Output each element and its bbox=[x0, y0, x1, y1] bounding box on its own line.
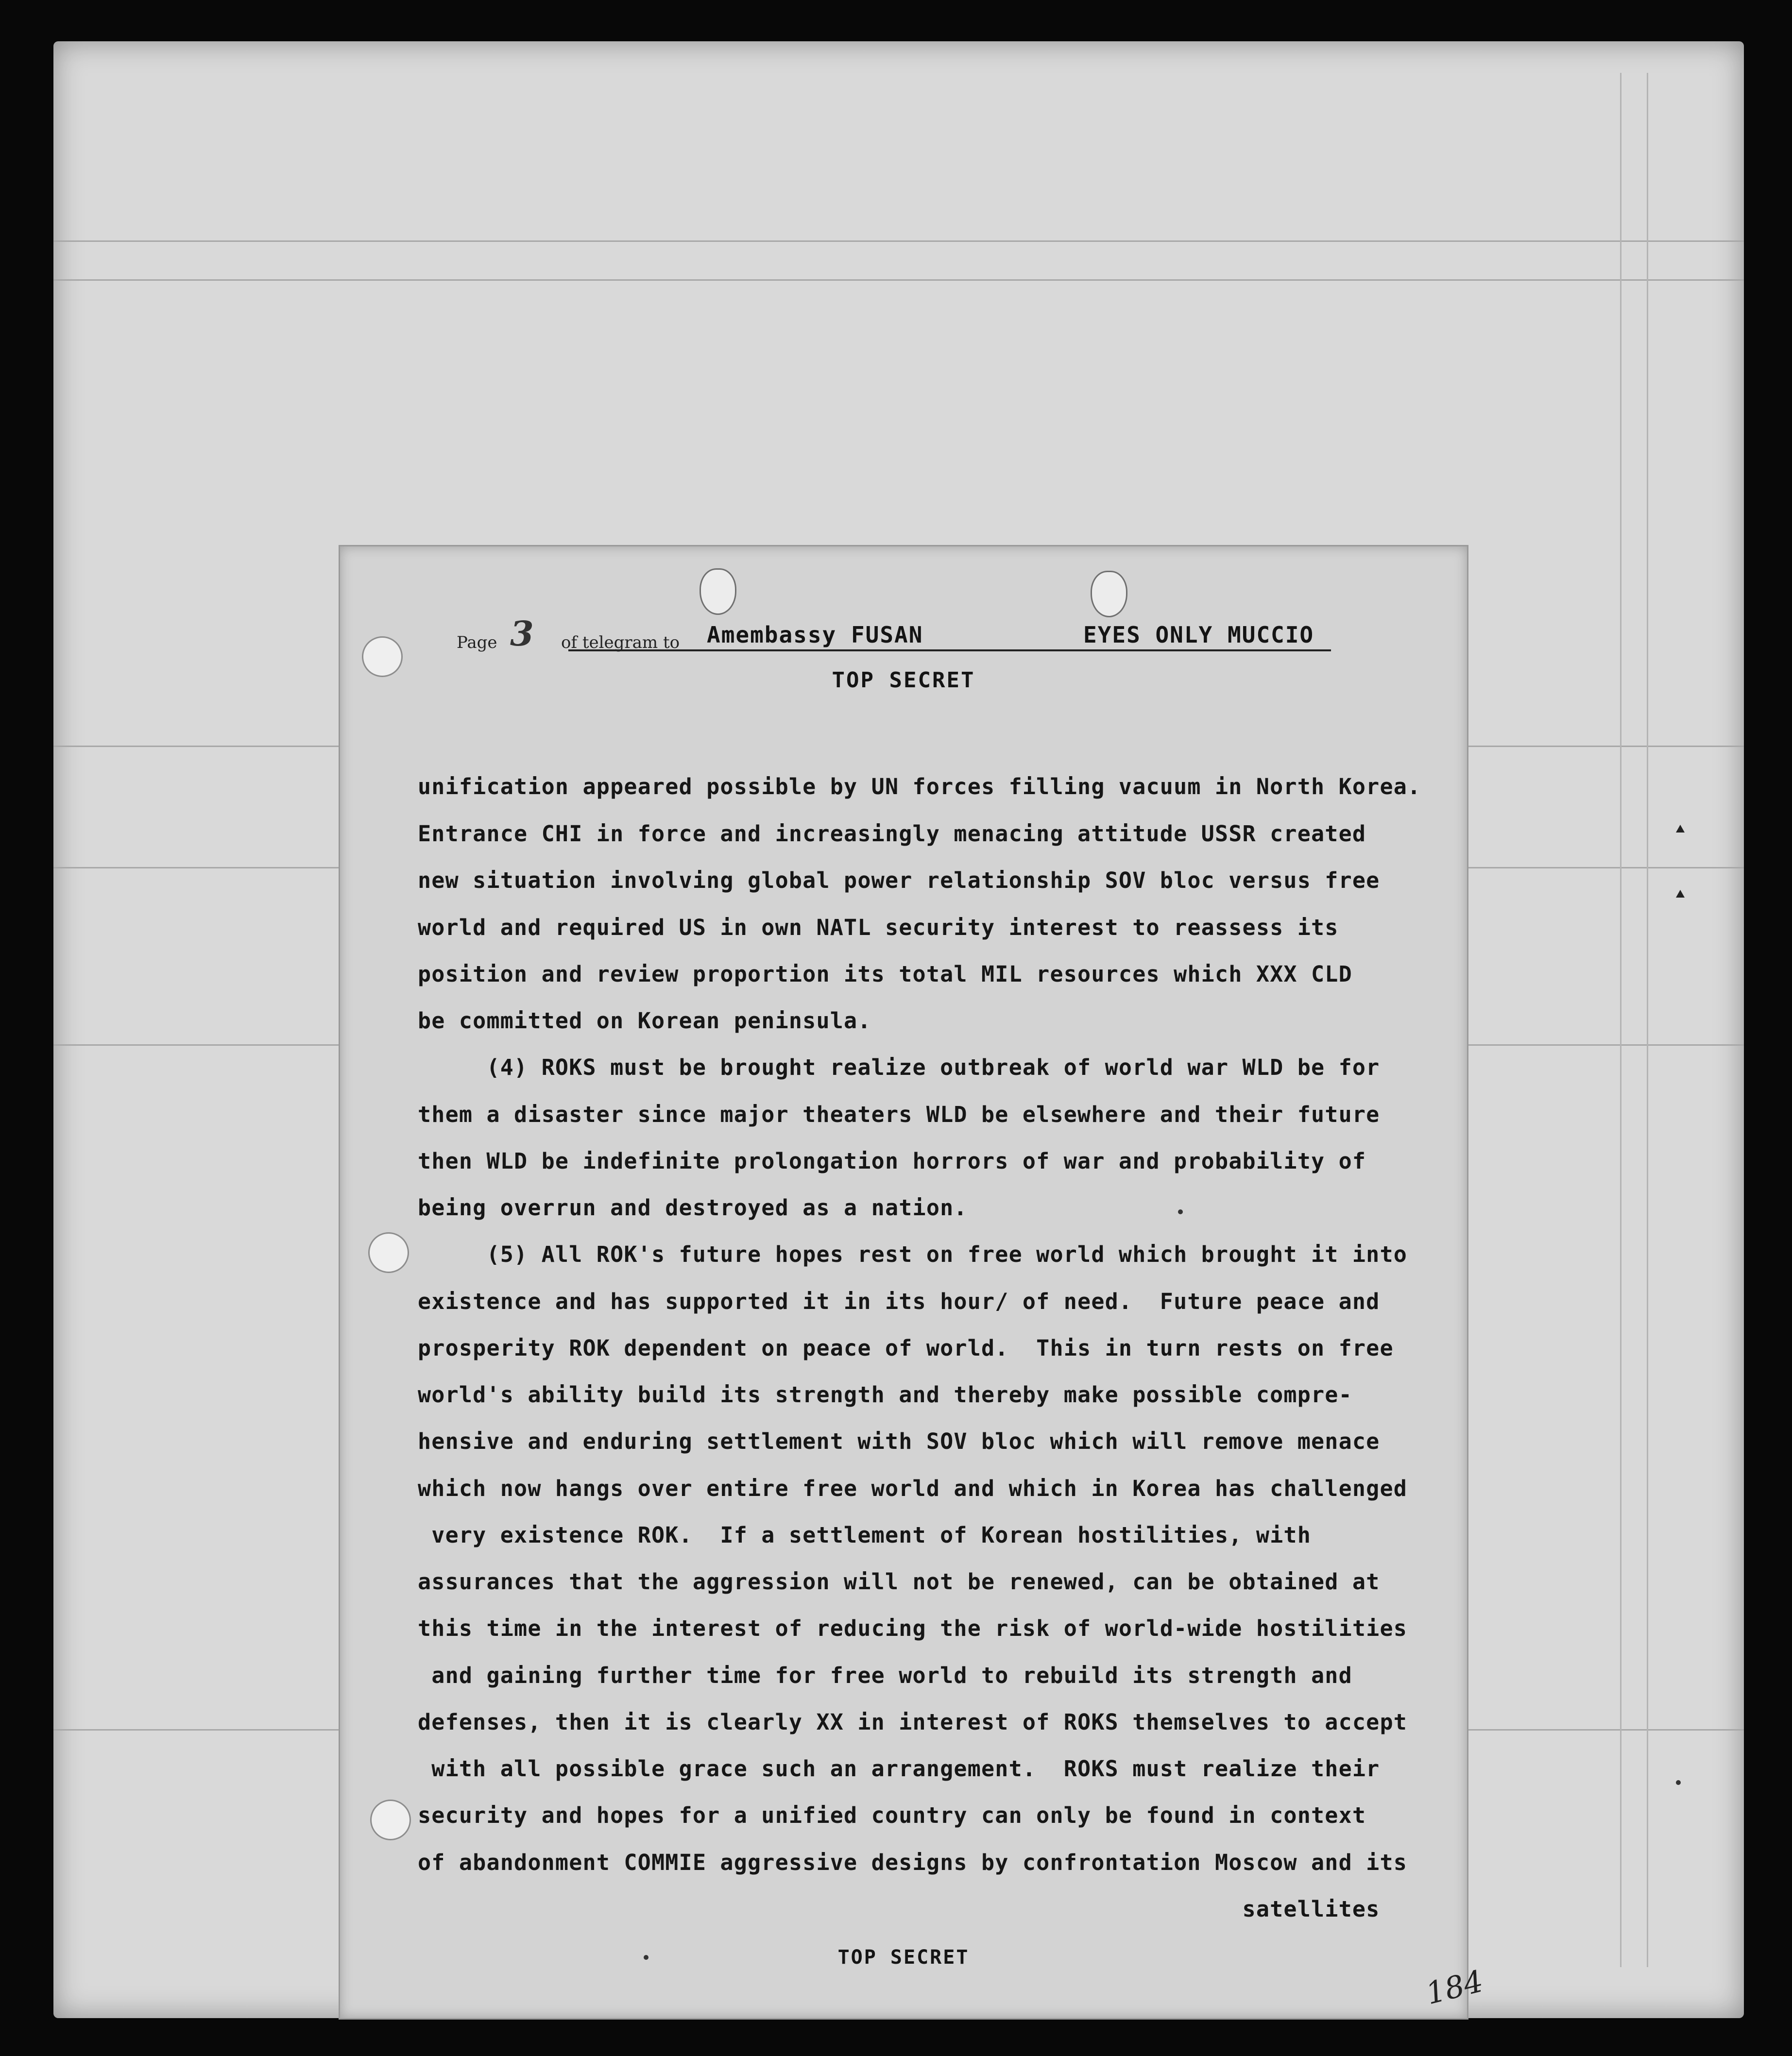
body-line: being overrun and destroyed as a nation. bbox=[418, 1195, 968, 1221]
body-line: them a disaster since major theaters WLD be elsewhere and their future bbox=[418, 1102, 1380, 1127]
body-line: new situation involving global power relationship SOV bloc versus free bbox=[418, 867, 1380, 893]
body-line: assurances that the aggression will not be renewed, can be obtained at bbox=[418, 1569, 1380, 1595]
body-line: of abandonment COMMIE aggressive designs by confrontation Moscow and its bbox=[418, 1850, 1408, 1875]
speck bbox=[1178, 1209, 1183, 1214]
ruled-line-vertical bbox=[1620, 73, 1621, 1967]
body-line: be committed on Korean peninsula. bbox=[418, 1008, 871, 1034]
body-line: hensive and enduring settlement with SOV bloc which will remove menace bbox=[418, 1428, 1380, 1454]
ruled-line bbox=[53, 240, 1744, 242]
body-line: Entrance CHI in force and increasingly menacing attitude USSR created bbox=[418, 821, 1366, 847]
header-underline bbox=[568, 649, 1331, 651]
body-line: world and required US in own NATL security interest to reassess its bbox=[418, 915, 1339, 940]
distribution-caveat: EYES ONLY MUCCIO bbox=[1083, 622, 1314, 648]
classification-top: TOP SECRET bbox=[832, 668, 975, 693]
body-line: defenses, then it is clearly XX in interest of ROKS themselves to accept bbox=[418, 1709, 1408, 1735]
body-line: existence and has supported it in its hour/ of need. Future peace and bbox=[418, 1289, 1380, 1314]
body-line: (5) All ROK's future hopes rest on free world which brought it into bbox=[418, 1241, 1408, 1267]
body-line: with all possible grace such an arrangement. ROKS must realize their bbox=[418, 1756, 1380, 1782]
punch-hole-middle bbox=[368, 1232, 409, 1273]
telegram-to-label: of telegram to bbox=[561, 633, 680, 652]
body-line: then WLD be indefinite prolongation horrors of war and probability of bbox=[418, 1148, 1366, 1174]
body-line: this time in the interest of reducing the risk of world-wide hostilities bbox=[418, 1615, 1408, 1641]
body-line: position and review proportion its total MIL resources which XXX CLD bbox=[418, 961, 1352, 987]
body-line: prosperity ROK dependent on peace of world. This in turn rests on free bbox=[418, 1335, 1394, 1361]
body-line: satellites bbox=[418, 1896, 1380, 1922]
body-line: world's ability build its strength and thereby make possible compre- bbox=[418, 1382, 1352, 1408]
handwritten-folio-number: 184 bbox=[1422, 1963, 1487, 2012]
recipient: Amembassy FUSAN bbox=[707, 622, 923, 648]
speck bbox=[644, 1955, 649, 1960]
ruled-line bbox=[53, 279, 1744, 281]
binding-tear-right bbox=[1091, 571, 1127, 617]
ruled-line-vertical bbox=[1647, 73, 1648, 1967]
body-line: which now hangs over entire free world and which in Korea has challenged bbox=[418, 1476, 1408, 1501]
punch-hole-bottom bbox=[370, 1800, 411, 1840]
classification-bottom: TOP SECRET bbox=[837, 1946, 970, 1969]
speck bbox=[1676, 1780, 1681, 1785]
page-number: 3 bbox=[510, 613, 534, 654]
body-line: security and hopes for a unified country can only be found in context bbox=[418, 1802, 1366, 1828]
body-line: and gaining further time for free world to rebuild its strength and bbox=[418, 1663, 1352, 1688]
page-label: Page bbox=[457, 633, 497, 652]
binding-tear-left bbox=[700, 568, 736, 615]
edge-marker bbox=[1676, 825, 1685, 833]
body-line: very existence ROK. If a settlement of Korean hostilities, with bbox=[418, 1522, 1311, 1548]
edge-marker bbox=[1676, 890, 1685, 898]
body-line: (4) ROKS must be brought realize outbreak of world war WLD be for bbox=[418, 1054, 1380, 1080]
body-line: unification appeared possible by UN forces filling vacuum in North Korea. bbox=[418, 774, 1421, 799]
telegram-page bbox=[340, 546, 1487, 2018]
